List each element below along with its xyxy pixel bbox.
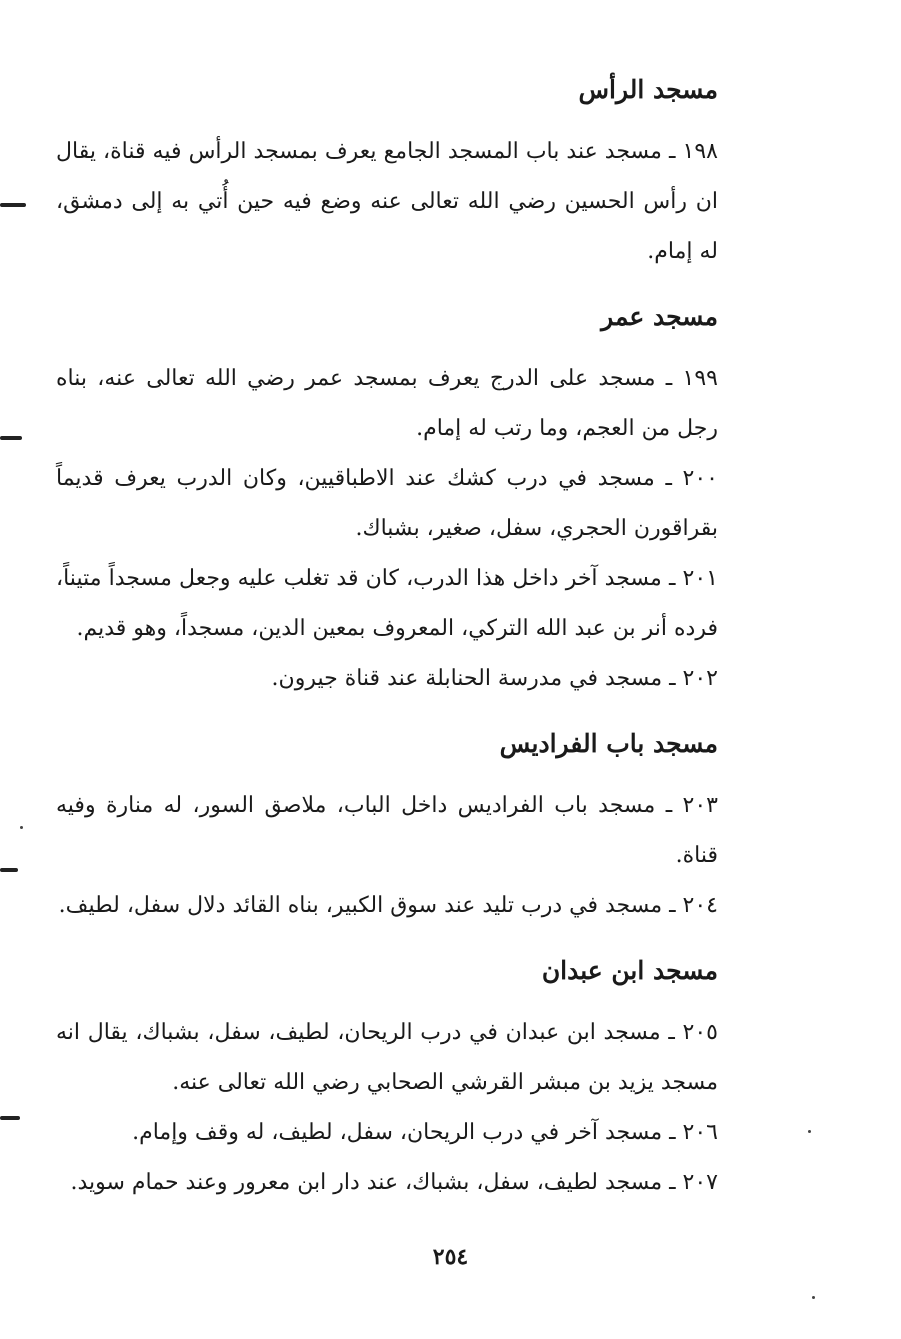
scan-speck: [812, 1296, 815, 1299]
entry-207: ٢٠٧ ـ مسجد لطيف، سفل، بشباك، عند دار ابن معرور وعند حمام سويد.: [70, 1170, 718, 1195]
page-number: ٢٥٤: [432, 1244, 469, 1270]
entry-201: ٢٠١ ـ مسجد آخر داخل هذا الدرب، كان قد تغلب عليه وجعل مسجداً متيناً، فرده أنر بن عبد الله التركي، المعروف بمعين الدين، مسجداً، وهو قديم.: [56, 566, 718, 641]
section-masjid-umar: [56, 297, 718, 704]
margin-mark: [0, 436, 22, 440]
margin-mark: [0, 868, 18, 872]
section-heading: مسجد باب الفراديس: [499, 729, 718, 758]
section-heading: مسجد ابن عبدان: [541, 956, 718, 985]
entry-200: ٢٠٠ ـ مسجد في درب كشك عند الاطباقيين، وكان الدرب يعرف قديماً بقراقورن الحجري، سفل، صغير، بشباك.: [56, 466, 718, 541]
section-masjid-bab-al-faradis: [56, 724, 718, 931]
entry-205: ٢٠٥ ـ مسجد ابن عبدان في درب الريحان، لطيف، سفل، بشباك، يقال انه مسجد يزيد بن مبشر القرشي الصحابي رضي الله تعالى عنه.: [56, 1020, 718, 1095]
scan-speck: [20, 826, 23, 829]
section-heading: مسجد عمر: [601, 302, 718, 331]
section-heading: مسجد الرأس: [578, 75, 718, 104]
entry-199: ١٩٩ ـ مسجد على الدرج يعرف بمسجد عمر رضي الله تعالى عنه، بناه رجل من العجم، وما رتب له إمام.: [56, 366, 718, 441]
section-masjid-ibn-abdan: [56, 951, 718, 1208]
page-body: [56, 70, 718, 1228]
entry-198: ١٩٨ ـ مسجد عند باب المسجد الجامع يعرف بمسجد الرأس فيه قناة، يقال ان رأس الحسين رضي الله تعالى عنه وضع فيه حين أُتي به إلى دمشق، له إمام.: [56, 139, 718, 264]
margin-mark: [0, 1116, 20, 1120]
scan-speck: [808, 1130, 811, 1133]
entry-202: ٢٠٢ ـ مسجد في مدرسة الحنابلة عند قناة جيرون.: [271, 666, 718, 691]
section-masjid-al-ras: [56, 70, 718, 277]
margin-mark: [0, 203, 26, 207]
entry-204: ٢٠٤ ـ مسجد في درب تليد عند سوق الكبير، بناه القائد دلال سفل، لطيف.: [58, 893, 718, 918]
entry-206: ٢٠٦ ـ مسجد آخر في درب الريحان، سفل، لطيف، له وقف وإمام.: [132, 1120, 718, 1145]
entry-203: ٢٠٣ ـ مسجد باب الفراديس داخل الباب، ملاصق السور، له منارة وفيه قناة.: [56, 793, 718, 868]
